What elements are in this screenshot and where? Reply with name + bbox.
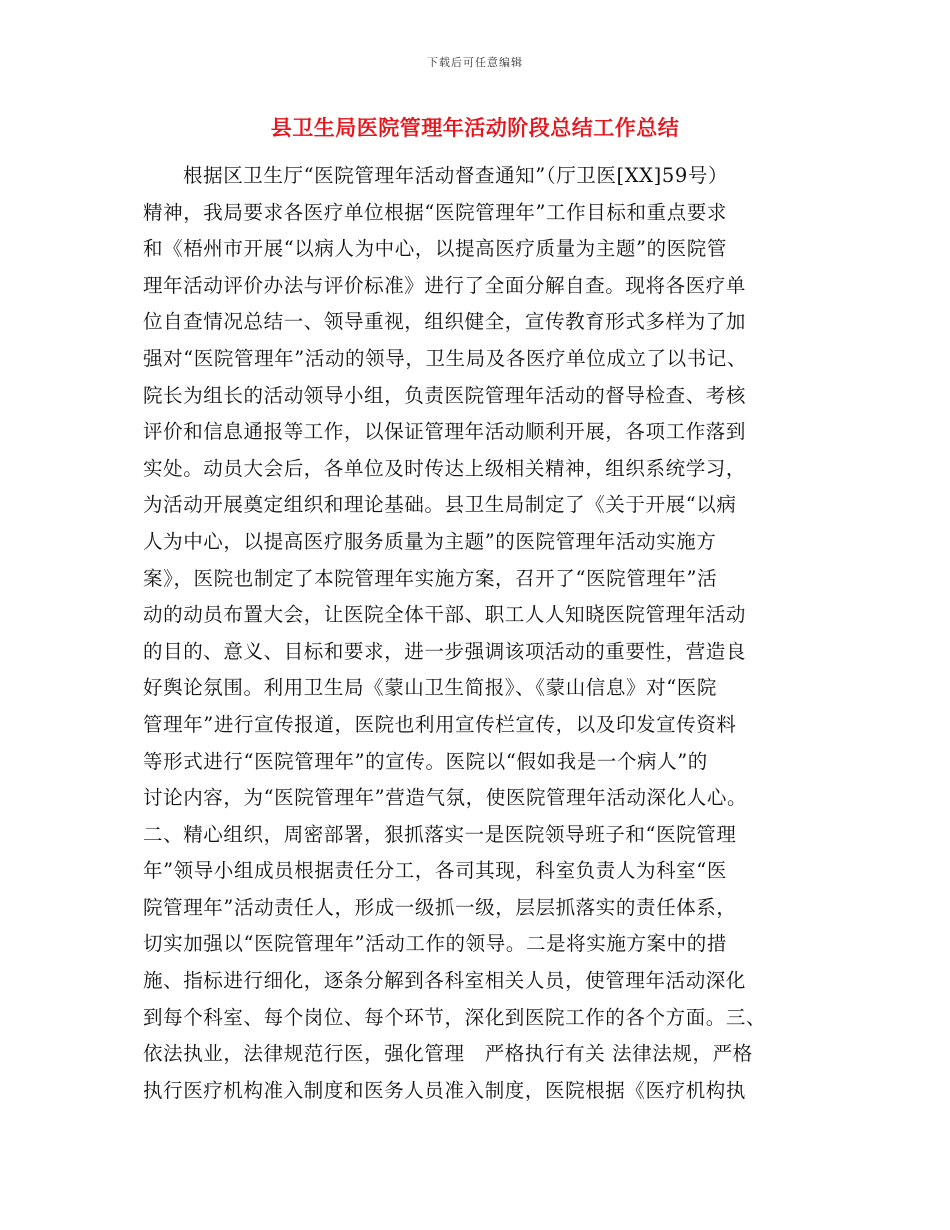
document-title: 县卫生局医院管理年活动阶段总结工作总结 [270, 116, 680, 140]
body-line: 院长为组长的活动领导小组，负责医院管理年活动的督导检查、考核 [143, 383, 747, 407]
body-line: 施、指标进行细化，逐条分解到各科室相关人员，使管理年活动深化 [143, 969, 747, 993]
body-line: 和《梧州市开展“以病人为中心，以提高医疗质量为主题”的医院管 [143, 237, 727, 261]
body-line: 院管理年”活动责任人，形成一级抓一级，层层抓落实的责任体系， [143, 895, 737, 919]
body-line: 讨论内容，为“医院管理年”营造气氛，使医院管理年活动深化人心。 [143, 786, 748, 810]
body-line: 等形式进行“医院管理年”的宣传。医院以“假如我是一个病人”的 [143, 749, 708, 773]
body-line: 执行医疗机构准入制度和医务人员准入制度，医院根据《医疗机构执 [143, 1078, 747, 1102]
body-line: 二、精心组织，周密部署，狠抓落实一是医院领导班子和“医院管理 [143, 822, 737, 846]
body-line: 强对“医院管理年”活动的领导，卫生局及各医疗单位成立了以书记、 [143, 346, 748, 370]
body-line: 好舆论氛围。利用卫生局《蒙山卫生简报》、《蒙山信息》对“医院 [143, 676, 717, 700]
body-line: 的目的、意义、目标和要求，进一步强调该项活动的重要性，营造良 [143, 639, 747, 663]
body-line: 为活动开展奠定组织和理论基础。县卫生局制定了《关于开展“以病 [143, 493, 737, 517]
body-line: 评价和信息通报等工作，以保证管理年活动顺利开展，各项工作落到 [143, 420, 747, 444]
body-line: 案》，医院也制定了本院管理年实施方案，召开了“医院管理年”活 [143, 566, 718, 590]
body-line: 到每个科室、每个岗位、每个环节，深化到医院工作的各个方面。三、 [143, 1005, 767, 1029]
body-line: 依法执业，法律规范行医，强化管理 严格执行有关 法律法规，严格 [143, 1042, 753, 1066]
body-line: 实处。动员大会后，各单位及时传达上级相关精神，组织系统学习， [143, 456, 747, 480]
body-line: 年”领导小组成员根据责任分工，各司其现，科室负责人为科室“医 [143, 859, 727, 883]
body-line: 理年活动评价办法与评价标准》进行了全面分解自查。现将各医疗单 [143, 273, 747, 297]
body-line: 精神，我局要求各医疗单位根据“医院管理年”工作目标和重点要求 [143, 200, 727, 224]
document-body [143, 158, 807, 1109]
body-line: 人为中心，以提高医疗服务质量为主题”的医院管理年活动实施方 [143, 529, 717, 553]
body-line: 位自查情况总结一、领导重视，组织健全，宣传教育形式多样为了加 [143, 310, 747, 334]
body-line: 根据区卫生厅“医院管理年活动督查通知”（厅卫医[XX]59号） [183, 164, 729, 187]
body-line: 动的动员布置大会，让医院全体干部、职工人人知晓医院管理年活动 [143, 603, 747, 627]
body-line: 切实加强以“医院管理年”活动工作的领导。二是将实施方案中的措 [143, 932, 727, 956]
header-note: 下载后可任意编辑 [427, 56, 523, 69]
body-line: 管理年”进行宣传报道，医院也利用宣传栏宣传，以及印发宣传资料 [143, 712, 737, 736]
